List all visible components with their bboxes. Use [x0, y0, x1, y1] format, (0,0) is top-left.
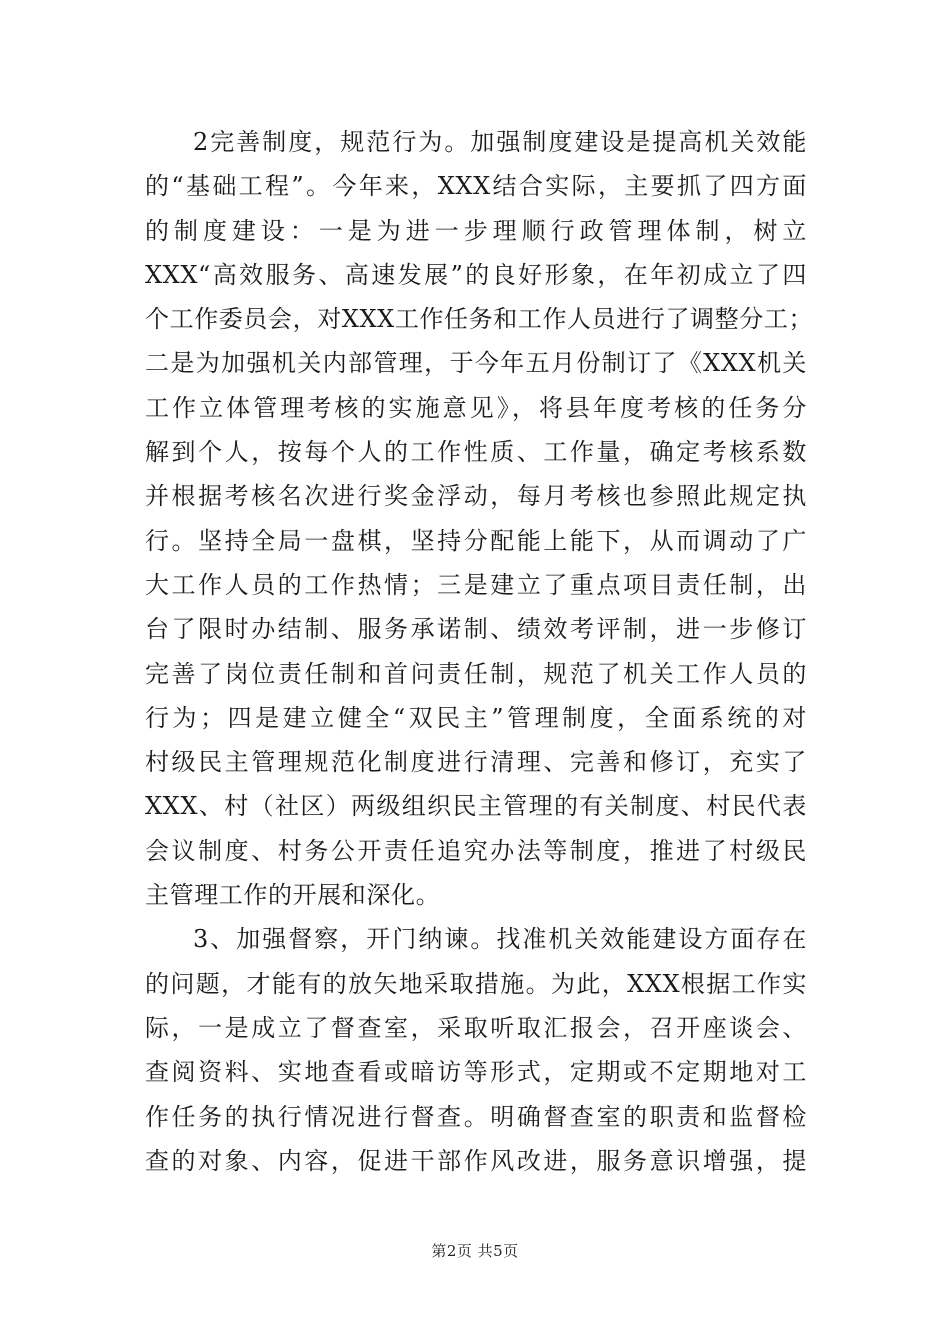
paragraph-1-line-3: 的制度建设：一是为进一步理顺行政管理体制，树立: [145, 216, 807, 245]
paragraph-1-line-11: 大工作人员的工作热情；三是建立了重点项目责任制，出: [145, 570, 807, 599]
paragraph-1-line-18: 主管理工作的开展和深化。: [145, 881, 441, 910]
paragraph-2-line-5: 作任务的执行情况进行督查。明确督查室的职责和监督检: [145, 1102, 807, 1131]
paragraph-1-line-17: 会议制度、村务公开责任追究办法等制度，推进了村级民: [145, 836, 807, 865]
paragraph-1-line-8: 解到个人，按每个人的工作性质、工作量，确定考核系数: [145, 438, 807, 467]
paragraph-1-line-15: 村级民主管理规范化制度进行清理、完善和修订，充实了: [145, 748, 807, 777]
paragraph-2-line-2: 的问题，才能有的放矢地采取措施。为此，XXX根据工作实: [145, 969, 807, 998]
paragraph-1-line-2: 的“基础工程”。今年来，XXX结合实际，主要抓了四方面: [145, 172, 807, 201]
paragraph-1-line-14: 行为；四是建立健全“双民主”管理制度，全面系统的对: [145, 703, 807, 732]
page-footer: 第2页 共5页: [431, 1242, 519, 1260]
paragraph-1-line-5: 个工作委员会，对XXX工作任务和工作人员进行了调整分工；: [145, 305, 814, 334]
paragraph-1-line-13: 完善了岗位责任制和首问责任制，规范了机关工作人员的: [145, 659, 807, 688]
paragraph-1-line-9: 并根据考核名次进行奖金浮动，每月考核也参照此规定执: [145, 482, 807, 511]
paragraph-1-line-1: 2完善制度，规范行为。加强制度建设是提高机关效能: [193, 128, 807, 156]
paragraph-2-line-6: 查的对象、内容，促进干部作风改进，服务意识增强，提: [145, 1146, 807, 1175]
document-body: [145, 120, 814, 1183]
paragraph-1-line-12: 台了限时办结制、服务承诺制、绩效考评制，进一步修订: [145, 615, 807, 644]
paragraph-2-line-1: 3、加强督察，开门纳谏。找准机关效能建设方面存在: [193, 925, 807, 954]
paragraph-1-line-6: 二是为加强机关内部管理，于今年五月份制订了《XXX机关: [145, 349, 807, 378]
paragraph-1-line-10: 行。坚持全局一盘棋，坚持分配能上能下，从而调动了广: [145, 526, 807, 555]
paragraph-1-line-16: XXX、村（社区）两级组织民主管理的有关制度、村民代表: [145, 792, 807, 821]
paragraph-1-line-7: 工作立体管理考核的实施意见》，将县年度考核的任务分: [145, 393, 807, 422]
paragraph-2-line-4: 查阅资料、实地查看或暗访等形式，定期或不定期地对工: [145, 1058, 807, 1087]
paragraph-1-line-4: XXX“高效服务、高速发展”的良好形象，在年初成立了四: [145, 260, 807, 289]
paragraph-2-line-3: 际，一是成立了督查室，采取听取汇报会，召开座谈会、: [145, 1013, 807, 1042]
